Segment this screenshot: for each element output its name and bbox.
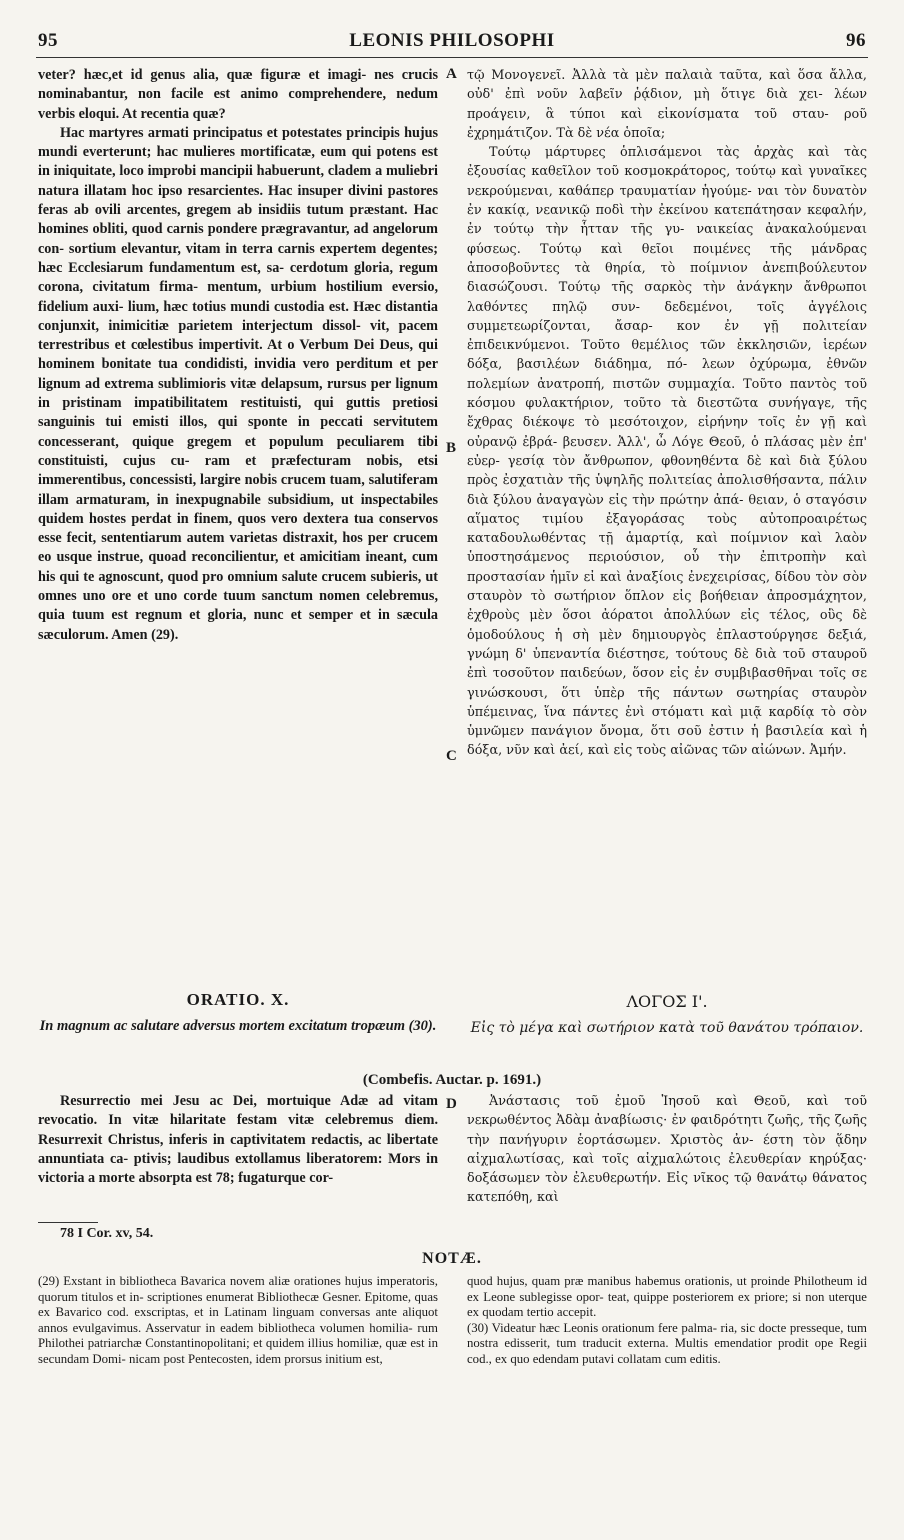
greek-column-top (467, 66, 867, 761)
latin-paragraph-1: veter? hæc,et id genus alia, quæ figuræ et imagi- nes crucis nominabantur, non facile est animo comprehendere, nedum verbis eloqui. At recentia quæ? (38, 67, 438, 122)
page-number-right: 96 (846, 30, 866, 51)
notes-right-column (467, 1274, 867, 1368)
note-30-text: (30) Videatur hæc Leonis orationum fere palma- ria, sic docte presseque, tum nostra edisserit, tum traducit externa. Multis emendatior prodit ope Regii cod., ex quo edendam putavi collatam cum editis. (467, 1320, 867, 1366)
header-rule (36, 57, 868, 58)
note-29-text: (29) Exstant in bibliotheca Bavarica novem aliæ orationes hujus imperatoris, quorum titulos et in- scriptiones enumerat Bibliothecæ Gesner. Epitome, quas ex Bavarico cod. exscriptas, et in Latinam linguam conversas ante aliquot annos evulgavimus. Asservatur in eadem bibliotheca volumen homilia- rum Philothei patriarchæ Constantinopolitani; et quidem illius homiliæ, quæ est in secundam Domi- nicam post Pentecosten, idem prorsus initium est, (38, 1274, 438, 1366)
margin-mark-b: B (446, 440, 457, 456)
notes-heading: NOTÆ. (422, 1250, 482, 1267)
margin-mark-d: D (446, 1096, 457, 1112)
greek-column-bottom (467, 1092, 867, 1208)
greek-paragraph-3: Ἀνάστασις τοῦ ἐμοῦ Ἰησοῦ καὶ Θεοῦ, καὶ τοῦ νεκρωθέντος Ἀδὰμ ἀναβίωσις· ἐν φαιδρότητι ζωῆς, τῆς ζωῆς τὴν πανήγυριν ἑορτάσωμεν. Χριστὸς ἀν- έστη τὸν ᾅδην αἰχμαλωτίσας, καὶ τοῖς αἰχμαλώτοις ἐλευθερίαν κηρύξας· δοξάσωμεν τὸν ἐλευθερωτήν. Εἰς νῖκος τῷ θανάτῳ θάνατος κατεπόθη, καὶ (467, 1094, 867, 1206)
greek-paragraph-2: Τούτῳ μάρτυρες ὁπλισάμενοι τὰς ἀρχὰς καὶ τὰς ἐξουσίας καθεῖλον τοῦ κοσμοκράτορος, τούτῳ καὶ γυναῖκες νεκρούμεναι, καθάπερ τραυματίαν ἡγούμε- ναι τὸν δυνατὸν ἐν κακίᾳ, νεανικῷ ποδὶ τὴν ἐκείνου κατεπάτησαν κεφαλήν, ἐν τούτῳ τὴν ἧτταν τῆς γυ- ναικείας ἀνακαλούμεναι φύσεως. Τούτῳ καὶ θεῖοι ποιμένες τῆς μάνδρας ἀποσοβοῦντες τὰ θηρία, τὸ ποίμνιον ἀνεπιβούλευτον διασώζουσι. Τούτῳ τῆς σαρκὸς τὴν ἀνάγκην ἄνθρωποι λαθόντες πηλῷ συν- δεδεμένοι, τοῖς ἀγγέλοις συμμετεωρίζονται, ἄσαρ- κον ἐν γῇ πολιτείαν ἐπιδεικνύμενοι. Τοῦτο θεμέλιος τῶν ἐκκλησιῶν, ἱερέων δόξα, βασιλέων διάδημα, πό- λεων ὀχύρωμα, ἐθνῶν πολεμίων ἀνατροπή, πιστῶν συμμαχία. Τοῦτο παντὸς τοῦ κόσμου φυλακτήριον, τοῦτο τὰ διεστῶτα συνήγαγε, τῆς ἔχθρας διέκοψε τὸ μεσότοιχον, εἰρήνην τοῖς ἐν γῇ καὶ οὐρανῷ ἐβρά- βευσεν. Ἀλλ', ὦ Λόγε Θεοῦ, ὁ πλάσας μὲν ἐπ' εὐερ- γεσίᾳ τὸν ἄνθρωπον, φθονηθέντα δὲ καὶ διὰ ξύλου πρὸς ἐσχατιὰν τῆς ὑψηλῆς πολιτείας ἀπολισθήσαντα, πάλιν διὰ ξύλου ἀναγαγὼν εἰς τὴν πρώτην ἀπά- θειαν, ὁ σταγόσιν αἵματος τιμίου ἐξαγοράσας τοὺς αὐτοπροαιρέτως καταδουλωθέντας τῇ ἁμαρτίᾳ, καὶ ποίμνιον καὶ λαὸν ὑποστησάμενος περιούσιον, οὗ τὴν ἐπιτροπὴν καὶ προστασίαν ἡμῖν εἰ καὶ ἀναξίοις ἐνεχειρίσας, δίδου τὸν σὸν σταυρὸν τὸ σωτήριον ὅπλον εἰς βοήθειαν ἀπροσμάχητον, ἐχθροὺς μὲν ὅσοι ἀόρατοι ἀπολλύων εἰς τέλος, οὓς δὲ ὁμοδούλους ἡ σὴ μὲν δημιουργὸς ἐπλαστούργησε δεξιά, γνώμη δ' ὑπεναντία διέστησε, τούτους δὲ διὰ τοῦ σταυροῦ ἐπὶ τοσοῦτον παιδεύων, ὅσον εἰς ἐν συμβιβασθῆναι τοῖς σε γινώσκουσι, ὅτι ὑπὲρ τῆς πάντων σωτηρίας σταυρὸν ὑπέμεινας, ἵνα πάντες ἑνὶ στόματι καὶ μιᾷ καρδίᾳ τὸ σὸν ὑμνῶμεν πανάγιον ὄνομα, ὅτι σοῦ ἐστιν ἡ βασιλεία καὶ ἡ δόξα, νῦν καὶ ἀεί, καὶ εἰς τοὺς αἰῶνας τῶν αἰώνων. Ἀμήν. (467, 145, 867, 759)
logos-subtitle: Εἰς τὸ μέγα καὶ σωτήριον κατὰ τοῦ θανάτου τρόπαιον. (470, 1020, 864, 1036)
footnote-rule (38, 1222, 98, 1223)
note-29 (38, 1274, 438, 1368)
latin-column-top (38, 66, 438, 645)
oratio-subtitle: In magnum ac salutare adversus mortem excitatum tropæum (30). (39, 1018, 437, 1034)
footnote-reference: 78 I Cor. xv, 54. (60, 1226, 154, 1241)
combefis-reference: (Combefis. Auctar. p. 1691.) (362, 1072, 542, 1088)
latin-paragraph-2: Hac martyres armati principatus et potestates principis hujus mundi everterunt; hac mulieres mortificatæ, eum qui potens est in iniquitate, loco improbi mancipii habuerunt, cladem a muliebri natura illatam hoc ipso resarcientes. Hac insuper divini pastores feras ab ovili arcentes, gregem ab insidiis tutum præstant. Hac homines obliti, quod carnis pondere prægravantur, ad angelorum con- sortium elevantur, vitam in terra carnis expertem degentes; hæc Ecclesiarum fundamentum est, sa- cerdotum gloria, regum corona, civitatum firma- mentum, urbium hostilium eversio, fidelium auxi- lium, hæc totius mundi custodia est. Hæc distantia conjunxit, inimicitiæ parietem interjectum dissol- vit, pacem terrestribus et cœlestibus impertivit. At o Verbum Dei Deus, qui hominem bonitate tua condidisti, invidia vero perditum et per lignum ad extrema sublimioris vitæ delapsum, rursus per lignum in pristinam impatibilitatem restituisti, qui guttis pretiosi sanguinis tui emisti illos, qui sponte in peccati servitutem concesserant, quique gregem et populum peculiarem tibi constituisti, cujus cu- ram et præfecturam nobis, etsi immerentibus, concessisti, largire nobis crucem tuam, salutiferam illam armaturam, in inexpugnabile subsidium, ut inspectabiles quidem hostes perdat in finem, quos vero dextera tua conservos esse fecit, sententiarum autem varietas distraxit, hos per crucem eo usque instrue, quoad reconcilientur, et amicitiam ineant, cum his qui te agnoscunt, quod pro omnium salute crucem subieris, ut omnes uno ore et uno corde tuum sanctum nomen celebremus, quia tuum est regnum et gloria, nunc et semper et in sæcula sæculorum. Amen (29). (38, 124, 438, 643)
margin-mark-a: A (446, 66, 457, 82)
latin-paragraph-3: Resurrectio mei Jesu ac Dei, mortuique Adæ ad vitam revocatio. In vitæ hilaritate festam vitæ celebremus diem. Resurrexit Christus, inferis in captivitatem redactis, ac libertate annuntiata ca- ptivis; laudibus extollamus liberatorem: Mors in victoria a morte absorpta est 78; fugaturque cor- (38, 1093, 438, 1187)
latin-column-bottom (38, 1092, 438, 1188)
logos-title: ΛΟΓΟΣ Ι'. (626, 992, 708, 1011)
greek-paragraph-1: τῷ Μονογενεῖ. Ἀλλὰ τὰ μὲν παλαιὰ ταῦτα, καὶ ὅσα ἄλλα, οὐδ' ἐπὶ νοῦν λαβεῖν ῥᾴδιον, μὴ ὅτιγε διὰ χει- λέων προάγειν, ἃ τύποι καὶ εἰκονίσματα τοῦ σταυ- ροῦ ἐχρημάτιζον. Τὰ δὲ νέα ὁποῖα; (467, 68, 867, 141)
margin-mark-c: C (446, 748, 457, 764)
note-29-continued: quod hujus, quam præ manibus habemus orationis, ut proinde Philotheum id ex Leone sublegisse opor- teat, quippe posteriorem ex priore; si non uterque ex quodam tertio accepit. (467, 1274, 867, 1320)
page-number-left: 95 (38, 30, 58, 51)
running-title: LEONIS PHILOSOPHI (349, 30, 555, 51)
oratio-title: ORATIO. X. (186, 990, 290, 1009)
